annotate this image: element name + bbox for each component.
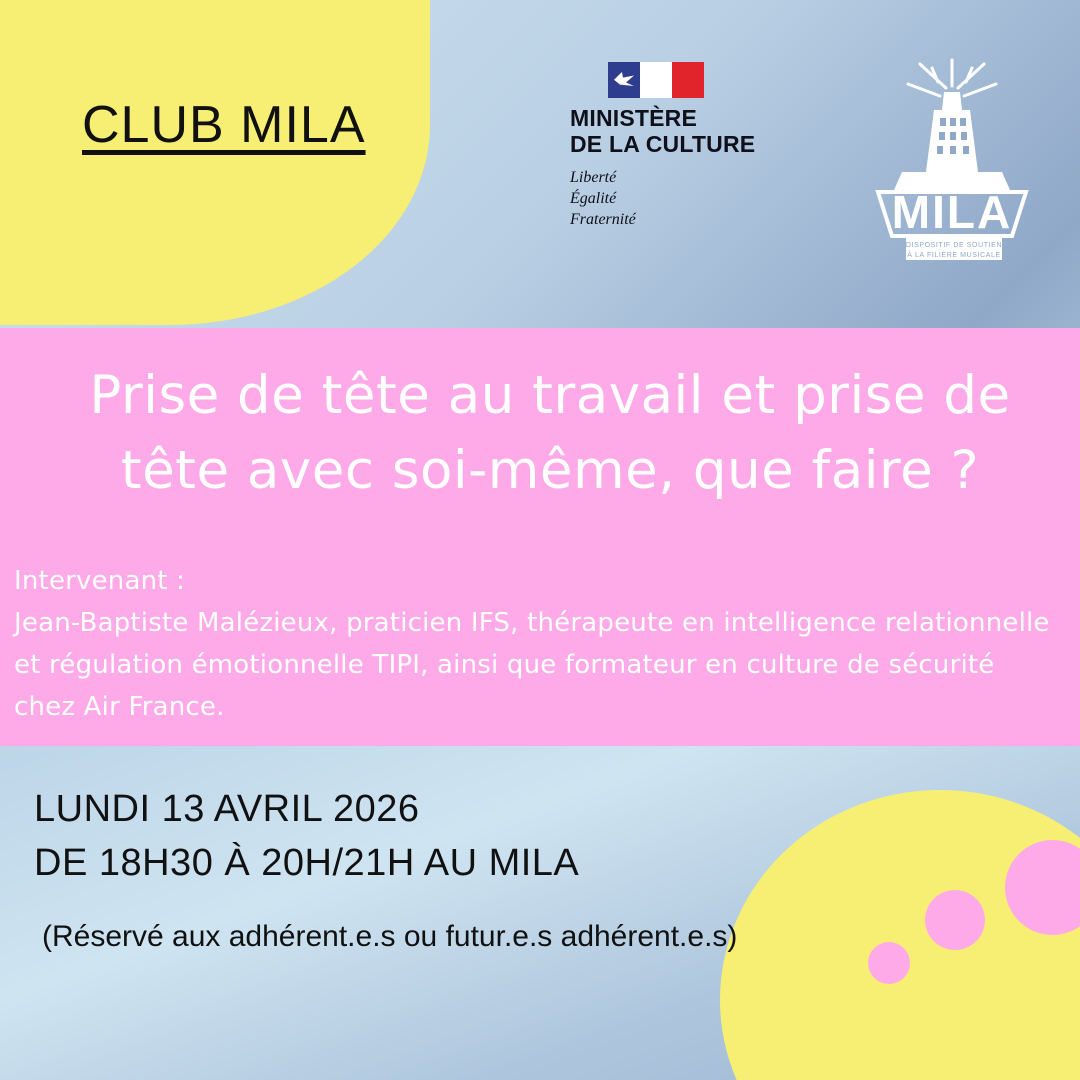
ministry-of-culture-logo <box>570 62 820 230</box>
speaker-bio: Jean-Baptiste Malézieux, praticien IFS, thérapeute en intelligence relationnelle et régulation émotionnelle TIPI, ainsi que formateur en culture de sécurité chez Air France. <box>14 608 1050 723</box>
motto-egalite: Égalité <box>570 189 617 207</box>
event-date: LUNDI 13 AVRIL 2026 <box>34 788 420 830</box>
pink-dot-medium <box>925 890 985 950</box>
details-band <box>0 746 1080 1080</box>
yellow-circle-decoration <box>0 0 430 325</box>
svg-text:MILA: MILA <box>891 186 1013 238</box>
republic-motto <box>570 167 820 230</box>
speaker-label: Intervenant : <box>14 566 186 596</box>
headline-band <box>0 328 1080 746</box>
pink-dot-small <box>868 942 910 984</box>
ministry-name-line-1: MINISTÈRE <box>570 105 698 131</box>
reserved-note: (Réservé aux adhérent.e.s ou futur.e.s adhérent.e.s) <box>42 920 738 953</box>
french-flag-icon <box>608 62 704 98</box>
top-band <box>0 0 1080 328</box>
flag-blue-marianne-icon <box>608 62 640 98</box>
ministry-name <box>570 106 820 158</box>
svg-text:À LA FILIÈRE MUSICALE: À LA FILIÈRE MUSICALE <box>907 252 1001 259</box>
flag-white-stripe <box>640 62 672 98</box>
mila-building-icon <box>862 52 1042 262</box>
motto-fraternite: Fraternité <box>570 210 636 228</box>
yellow-blob-decoration <box>720 790 1080 1080</box>
motto-liberte: Liberté <box>570 168 617 186</box>
flag-red-stripe <box>672 62 704 98</box>
mila-logo <box>862 52 1042 262</box>
event-time-location: DE 18H30 À 20H/21H AU MILA <box>34 842 580 884</box>
event-headline: Prise de tête au travail et prise de tête avec soi-même, que faire ? <box>89 365 1011 502</box>
page-title: CLUB MILA <box>82 96 366 154</box>
ministry-name-line-2: DE LA CULTURE <box>570 130 756 157</box>
pink-dot-large <box>1005 840 1080 935</box>
svg-text:DISPOSITIF DE SOUTIEN: DISPOSITIF DE SOUTIEN <box>905 242 1003 249</box>
speaker-block <box>14 560 1054 728</box>
